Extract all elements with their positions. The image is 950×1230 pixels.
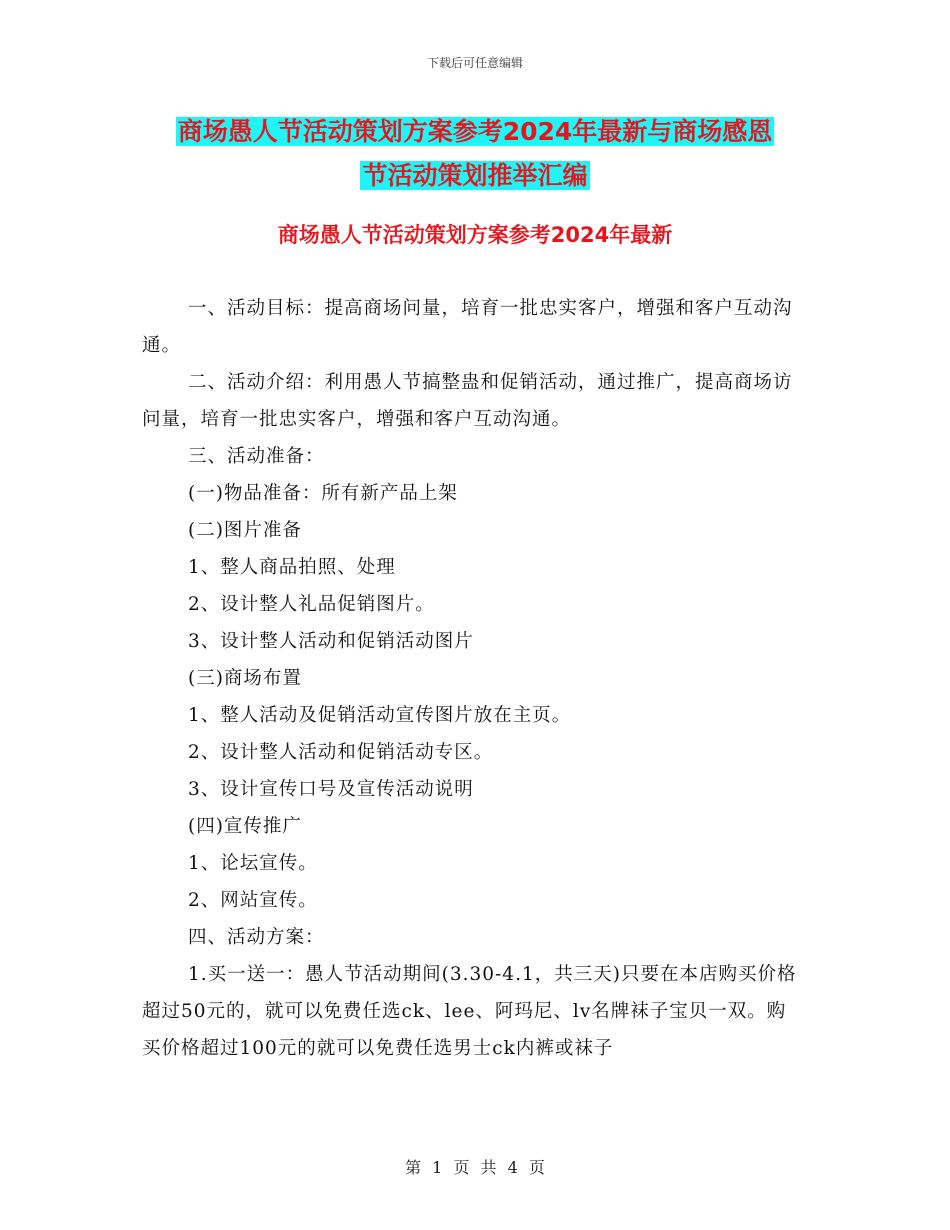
section-title: 商场愚人节活动策划方案参考2024年最新 bbox=[277, 223, 673, 247]
list-item: 2、设计整人活动和促销活动专区。 bbox=[188, 742, 494, 763]
document-title bbox=[0, 110, 950, 198]
paragraph-item-prep: (一)物品准备：所有新产品上架 bbox=[188, 483, 458, 504]
paragraph-promotion: (四)宣传推广 bbox=[188, 816, 302, 837]
list-item: 3、设计宣传口号及宣传活动说明 bbox=[188, 779, 474, 800]
paragraph-plan-heading: 四、活动方案： bbox=[188, 927, 325, 948]
list-item: 1、整人商品拍照、处理 bbox=[188, 557, 396, 578]
paragraph-mall-layout: (三)商场布置 bbox=[188, 668, 302, 689]
list-item: 1、论坛宣传。 bbox=[188, 853, 318, 874]
list-item: 1、整人活动及促销活动宣传图片放在主页。 bbox=[188, 705, 572, 726]
list-item: 2、网站宣传。 bbox=[188, 890, 318, 911]
title-line-2: 节活动策划推举汇编 bbox=[362, 161, 588, 190]
page-header-note: 下载后可任意编辑 bbox=[426, 56, 523, 70]
list-item: 3、设计整人活动和促销活动图片 bbox=[188, 631, 474, 652]
paragraph-buy-one-get-one: 1.买一送一：愚人节活动期间(3.30-4.1，共三天)只要在本店购买价格超过50元的，就可以免费任选ck、lee、阿玛尼、lv名牌袜子宝贝一双。购买价格超过100元的就可以免费任选男士ck内裤或袜子 bbox=[142, 964, 797, 1059]
paragraph-prep-heading: 三、活动准备： bbox=[188, 446, 325, 467]
paragraph-image-prep: (二)图片准备 bbox=[188, 520, 302, 541]
title-line-1: 商场愚人节活动策划方案参考2024年最新与商场感恩 bbox=[177, 117, 773, 146]
document-body bbox=[142, 290, 802, 1067]
page-footer: 第 1 页 共 4 页 bbox=[405, 1158, 545, 1177]
list-item: 2、设计整人礼品促销图片。 bbox=[188, 594, 435, 615]
paragraph-goal: 一、活动目标：提高商场问量，培育一批忠实客户，增强和客户互动沟通。 bbox=[142, 298, 793, 356]
paragraph-intro: 二、活动介绍：利用愚人节搞整蛊和促销活动，通过推广，提高商场访问量，培育一批忠实客户，增强和客户互动沟通。 bbox=[142, 372, 793, 430]
